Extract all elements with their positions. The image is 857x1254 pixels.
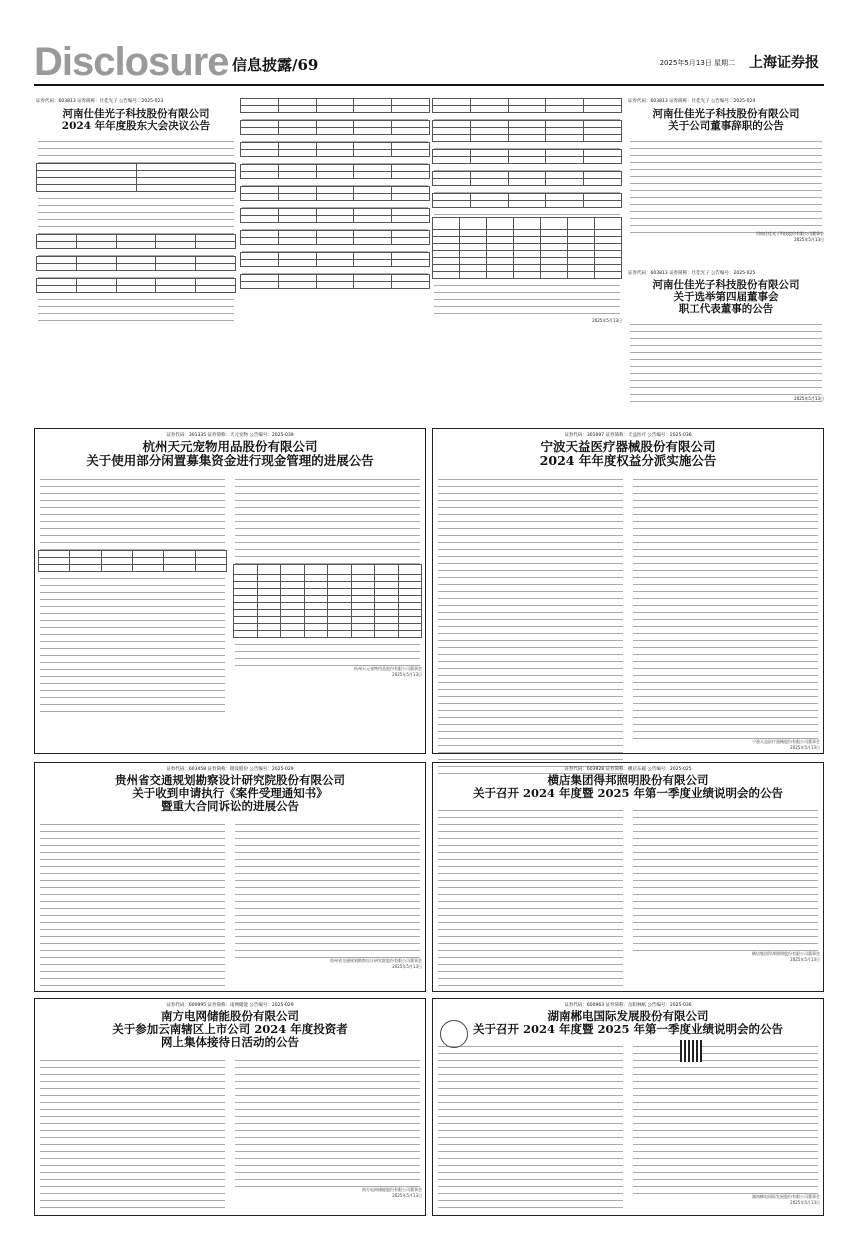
notice-title: 河南仕佳光子科技股份有限公司 关于选举第四届董事会 职工代表董事的公告 [652, 279, 800, 316]
data-table [36, 256, 236, 271]
notice-body [436, 804, 625, 972]
notice-shijia-director-resign [628, 98, 824, 266]
notice-code: 证券代码：603813 证券简称：仕佳光子 公告编号：2025-025 [628, 271, 756, 276]
data-table [36, 278, 236, 293]
data-table [240, 208, 430, 223]
notice-signature: 杭州天元宠物用品股份有限公司董事会 [354, 665, 422, 671]
notice-code: 证券代码：603813 证券简称：仕佳光子 公告编号：2025-023 [36, 99, 164, 104]
notice-body [436, 473, 625, 743]
notice-date: 2025年5月13日 [790, 957, 820, 963]
notice-body [233, 1054, 422, 1199]
notice-date: 2025年5月13日 [794, 237, 824, 243]
notice-signature: 河南仕佳光子科技股份有限公司董事会 [756, 231, 824, 237]
notice-code: 证券代码：603458 证券简称：勘设股份 公告编号：2025-029 [166, 767, 294, 772]
notice-body [233, 818, 422, 968]
notice-body [631, 1040, 820, 1206]
notice-date: 2025年5月13日 [392, 1192, 422, 1198]
notice-shijia-employee-director [628, 270, 824, 420]
notice-chendian-briefing [432, 998, 824, 1216]
notice-csg-storage [34, 998, 426, 1216]
notice-signature: 南方电网储能股份有限公司董事会 [362, 1186, 422, 1192]
notice-body [436, 1040, 625, 1200]
data-table [38, 550, 227, 572]
notice-code: 证券代码：603928 证券简称：横店东磁 公告编号：2025-025 [564, 767, 692, 772]
data-table [233, 564, 422, 638]
notice-title: 横店集团得邦照明股份有限公司 关于召开 2024 年度暨 2025 年第一季度业绩说明会的公告 [472, 773, 784, 801]
notice-title: 贵州省交通规划勘察设计研究院股份有限公司 关于收到申请执行《案件受理通知书》 暨重大合同诉讼的进展公告 [115, 773, 345, 814]
notice-signature: 贵州省交通规划勘察设计研究院股份有限公司董事会 [330, 957, 422, 963]
notice-body [36, 135, 236, 405]
vote-tables-column [240, 98, 430, 418]
data-table [36, 234, 236, 249]
masthead-rule [34, 84, 824, 86]
section-title: 信息披露/69 [232, 56, 319, 74]
notice-date: 2025年5月13日 [592, 318, 622, 323]
brand-logo: Disclosure [34, 40, 229, 84]
notice-body [631, 804, 820, 972]
issue-date: 2025年5月13日 星期二 [659, 59, 735, 67]
notice-hengdian-briefing [432, 762, 824, 992]
notice-code: 证券代码：600995 证券简称：南网储能 公告编号：2025-029 [166, 1003, 294, 1008]
notice-date: 2025年5月13日 [392, 963, 422, 969]
notice-shijia-agm [36, 98, 236, 418]
notice-body [38, 473, 227, 743]
notice-date: 2025年5月13日 [794, 396, 824, 402]
data-table [432, 149, 622, 164]
data-table [36, 163, 236, 192]
data-table [240, 252, 430, 267]
notice-date: 2025年5月13日 [392, 671, 422, 677]
notice-body [631, 473, 820, 750]
notice-title: 杭州天元宠物用品股份有限公司 关于使用部分闲置募集资金进行现金管理的进展公告 [86, 439, 374, 469]
notice-signature: 横店集团得邦照明股份有限公司董事会 [752, 951, 820, 957]
qr-code-icon [680, 1040, 702, 1062]
notice-title: 河南仕佳光子科技股份有限公司 2024 年年度股东大会决议公告 [61, 108, 211, 133]
notice-body [233, 473, 422, 743]
notice-tianyi-dividend [432, 428, 824, 754]
data-table [432, 98, 622, 113]
notice-code: 证券代码：600963 证券简称：岳阳林纸 公告编号：2025-036 [564, 1003, 692, 1008]
data-table [240, 274, 430, 289]
notice-date: 2025年5月13日 [790, 744, 820, 750]
notice-guizhou-litigation [34, 762, 426, 992]
notice-code: 证券代码：603813 证券简称：仕佳光子 公告编号：2025-024 [628, 99, 756, 104]
paper-name: 上海证券报 [749, 55, 819, 71]
notice-body [38, 818, 227, 968]
data-table [432, 193, 622, 208]
notice-code: 证券代码：301335 证券简称：天元宠物 公告编号：2025-039 [166, 433, 294, 438]
data-table [240, 164, 430, 179]
notice-title: 宁波天益医疗器械股份有限公司 2024 年年度权益分派实施公告 [539, 439, 717, 469]
notice-title: 南方电网储能股份有限公司 关于参加云南辖区上市公司 2024 年度投资者 网上集体接待日活动的公告 [112, 1009, 348, 1050]
vote-tables-column [432, 98, 622, 418]
data-table [240, 186, 430, 201]
notice-signature: 湖南郴电国际发展股份有限公司董事会 [752, 1194, 820, 1200]
data-table [240, 142, 430, 157]
masthead [0, 0, 857, 92]
notice-tianyuan-cash-mgmt [34, 428, 426, 754]
notice-code: 证券代码：301097 证券简称：天益医疗 公告编号：2025-036 [564, 433, 692, 438]
notice-body [38, 1054, 227, 1199]
data-table [240, 230, 430, 245]
data-table [432, 120, 622, 142]
data-table [432, 217, 622, 279]
data-table [240, 120, 430, 135]
notice-title: 湖南郴电国际发展股份有限公司 关于召开 2024 年度暨 2025 年第一季度业绩说明会的公告 [472, 1009, 784, 1037]
notice-signature: 宁波天益医疗器械股份有限公司董事会 [752, 738, 820, 744]
company-logo-icon [440, 1020, 468, 1048]
notice-title: 河南仕佳光子科技股份有限公司 关于公司董事辞职的公告 [652, 108, 800, 133]
notice-date: 2025年5月13日 [790, 1200, 820, 1206]
data-table [432, 171, 622, 186]
notice-body [628, 135, 824, 231]
notice-body [628, 318, 824, 396]
data-table [240, 98, 430, 113]
